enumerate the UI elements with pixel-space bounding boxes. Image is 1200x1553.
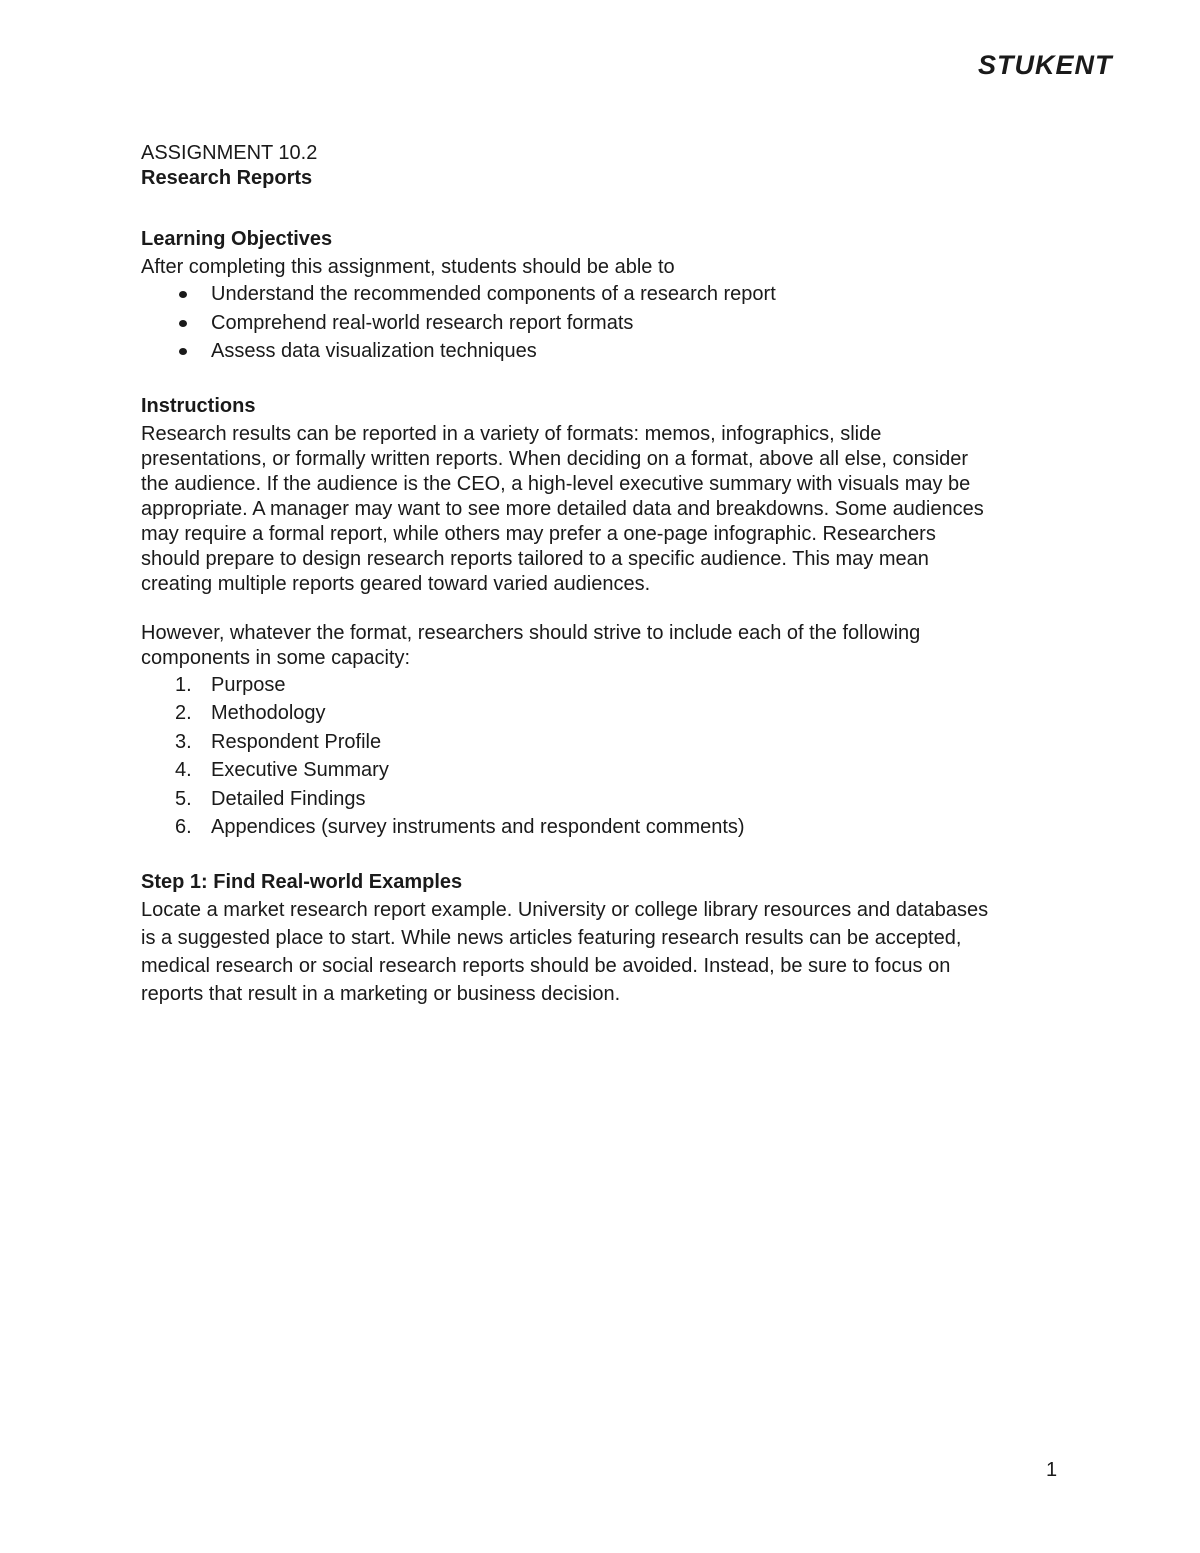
component-label: Executive Summary (211, 759, 389, 781)
paragraph-line: the audience. If the audience is the CEO, a high-level executive summary with visuals may be (141, 472, 971, 495)
list-item (141, 813, 1061, 842)
component-label: Respondent Profile (211, 730, 382, 753)
paragraph-line: appropriate. A manager may want to see more detailed data and breakdowns. Some audiences (141, 497, 984, 520)
component-label: Methodology (211, 702, 326, 724)
list-item (141, 309, 1061, 338)
instructions-heading: Instructions (141, 394, 256, 417)
paragraph-line: is a suggested place to start. While news articles featuring research results can be accepted, (141, 926, 962, 949)
document-body (141, 141, 1061, 1009)
list-item (141, 337, 1061, 366)
objectives-intro: After completing this assignment, students should be able to (141, 256, 675, 278)
list-number: 5. (175, 787, 192, 810)
logo-text: STUKENT (978, 50, 1113, 80)
bullet-icon (179, 348, 187, 355)
objective-text: Comprehend real-world research report formats (211, 311, 634, 334)
component-label: Appendices (survey instruments and respondent comments) (211, 816, 745, 838)
paragraph-line: components in some capacity: (141, 646, 411, 669)
paragraph-line: Locate a market research report example. University or college library resources and databases (141, 898, 989, 921)
list-number: 6. (175, 816, 192, 838)
list-item (141, 728, 1061, 757)
paragraph-line: medical research or social research reports should be avoided. Instead, be sure to focus on (141, 955, 951, 978)
paragraph-line: may require a formal report, while others may prefer a one-page infographic. Researchers (141, 522, 936, 545)
paragraph-line: should prepare to design research reports tailored to a specific audience. This may mean (141, 547, 929, 570)
document-title: Research Reports (141, 167, 313, 189)
list-item (141, 785, 1061, 814)
bullet-icon (179, 320, 187, 327)
paragraph-line: presentations, or formally written reports. When deciding on a format, above all else, consider (141, 447, 969, 470)
paragraph-line: reports that result in a marketing or business decision. (141, 983, 621, 1006)
paragraph-line: creating multiple reports geared toward varied audiences. (141, 572, 651, 595)
list-item (141, 280, 1061, 309)
learning-objectives-heading: Learning Objectives (141, 228, 333, 250)
list-item (141, 699, 1061, 728)
list-number: 1. (175, 673, 192, 696)
step-1-heading: Step 1: Find Real-world Examples (141, 870, 463, 893)
assignment-number: ASSIGNMENT 10.2 (141, 142, 318, 164)
instructions-paragraph-1 (141, 422, 1061, 597)
step-1-paragraph (141, 896, 1061, 1009)
objective-text: Understand the recommended components of a research report (211, 283, 776, 305)
list-item (141, 671, 1061, 700)
bullet-icon (179, 291, 187, 298)
list-number: 3. (175, 730, 192, 753)
component-label: Purpose (211, 673, 286, 696)
list-number: 4. (175, 759, 192, 781)
objectives-list (141, 280, 1061, 366)
list-number: 2. (175, 702, 192, 724)
objective-text: Assess data visualization techniques (211, 340, 537, 362)
stukent-logo-mark (978, 48, 1136, 80)
component-label: Detailed Findings (211, 787, 366, 810)
components-list (141, 671, 1061, 842)
paragraph-line: Research results can be reported in a variety of formats: memos, infographics, slide (141, 422, 882, 445)
paragraph-line: However, whatever the format, researchers should strive to include each of the following (141, 621, 921, 644)
page-number: 1 (1046, 1459, 1058, 1481)
list-item (141, 756, 1061, 785)
instructions-paragraph-2 (141, 621, 1061, 671)
stukent-logo (978, 48, 1136, 80)
